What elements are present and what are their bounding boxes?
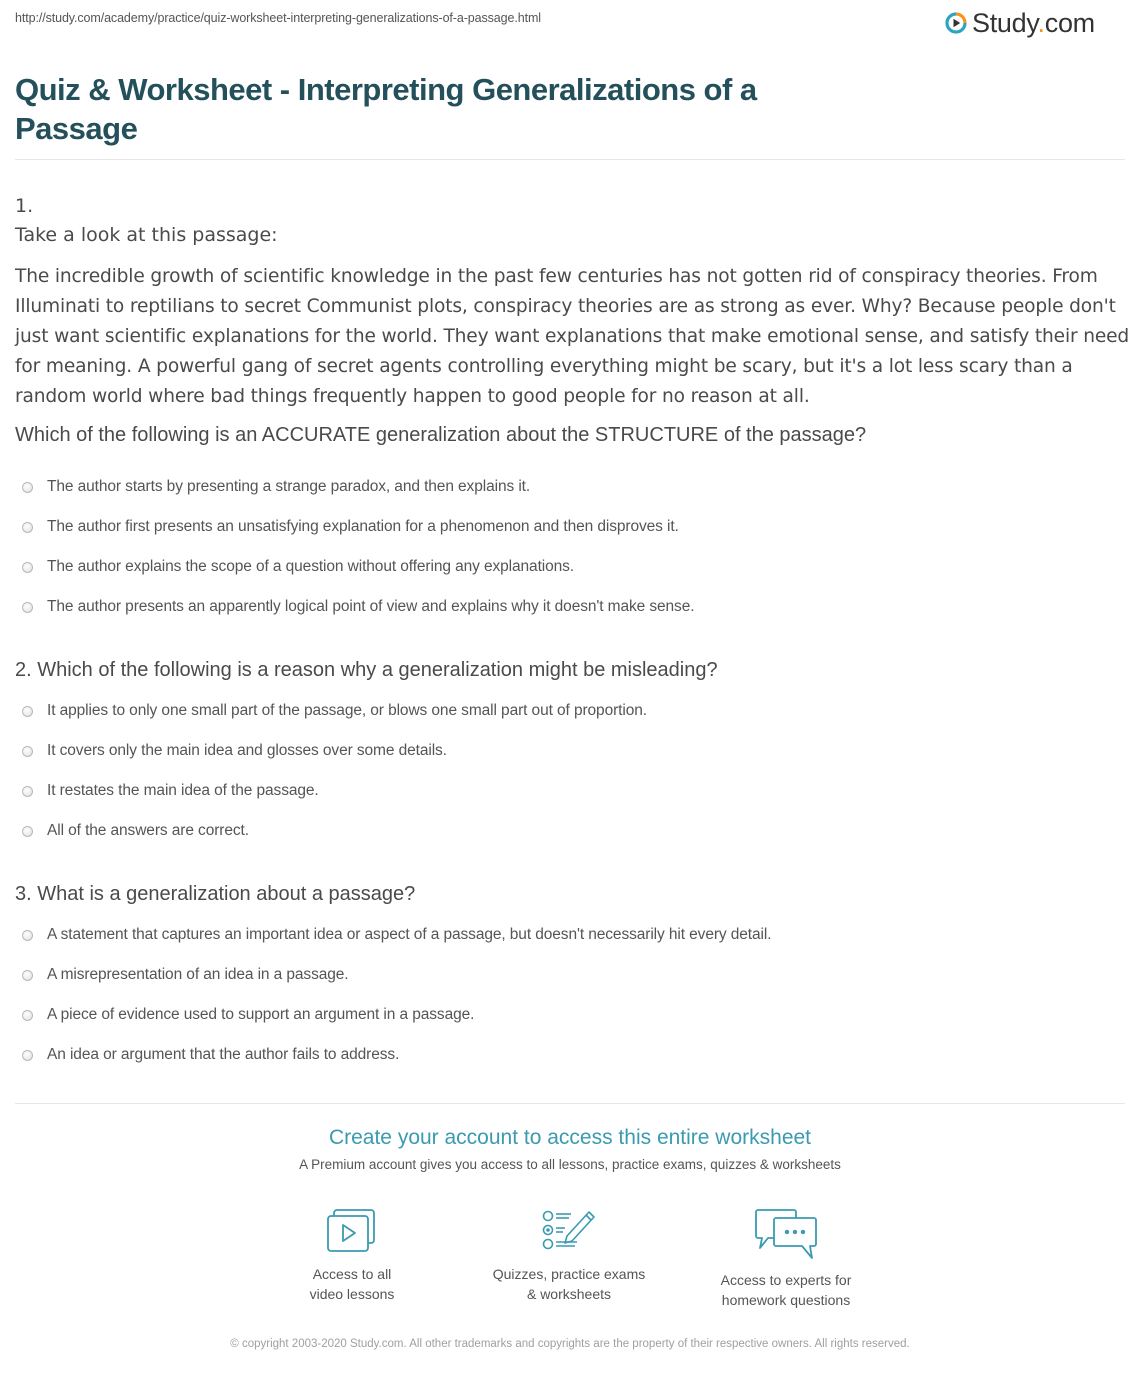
question-1-prompt: Which of the following is an ACCURATE generalization about the STRUCTURE of the passage? xyxy=(15,424,867,446)
option-label: The author first presents an unsatisfying explanation for a phenomenon and then disproves it. xyxy=(47,518,679,535)
question-2-heading: 2. Which of the following is a reason why a generalization might be misleading? xyxy=(15,659,718,681)
radio-button[interactable] xyxy=(22,602,33,613)
answer-option[interactable] xyxy=(22,771,647,811)
logo-text: Study.com xyxy=(972,8,1095,38)
option-label: It restates the main idea of the passage. xyxy=(47,782,319,799)
question-3-heading: 3. What is a generalization about a passage? xyxy=(15,883,416,905)
option-label: It covers only the main idea and glosses over some details. xyxy=(47,742,447,759)
feature-quizzes xyxy=(469,1208,669,1304)
question-3-options xyxy=(22,915,771,1075)
answer-option[interactable] xyxy=(22,995,771,1035)
video-lessons-icon xyxy=(326,1208,378,1254)
answer-option[interactable] xyxy=(22,691,647,731)
radio-button[interactable] xyxy=(22,786,33,797)
cta-subtitle: A Premium account gives you access to all lessons, practice exams, quizzes & worksheets xyxy=(299,1157,841,1172)
question-1-number: 1. xyxy=(15,195,34,217)
option-label: A statement that captures an important idea or aspect of a passage, but doesn't necessarily hit every detail. xyxy=(47,926,772,943)
radio-button[interactable] xyxy=(22,930,33,941)
radio-button[interactable] xyxy=(22,746,33,757)
option-label: The author starts by presenting a strange paradox, and then explains it. xyxy=(47,478,531,495)
feature-label: Access to all video lessons xyxy=(309,1266,395,1302)
answer-option[interactable] xyxy=(22,955,771,995)
chat-bubbles-icon xyxy=(754,1208,818,1260)
radio-button[interactable] xyxy=(22,970,33,981)
answer-option[interactable] xyxy=(22,915,771,955)
answer-option[interactable] xyxy=(22,587,694,627)
feature-label: Quizzes, practice exams & worksheets xyxy=(492,1266,646,1302)
study-logo[interactable] xyxy=(945,8,1095,38)
radio-button[interactable] xyxy=(22,482,33,493)
option-label: The author explains the scope of a question without offering any explanations. xyxy=(47,558,575,575)
option-label: All of the answers are correct. xyxy=(47,822,249,839)
play-ring-icon xyxy=(945,12,967,34)
answer-option[interactable] xyxy=(22,811,647,851)
answer-option[interactable] xyxy=(22,731,647,771)
option-label: A piece of evidence used to support an argument in a passage. xyxy=(47,1006,475,1023)
question-1-options xyxy=(22,467,694,627)
question-1-passage: The incredible growth of scientific knowledge in the past few centuries has not gotten rid of conspiracy theories. From Illuminati to reptilians to secret Communist plots, conspiracy theories are as strong as ever. Why? Because people don't just want scientific explanations for the world. They want explanations that make emotional sense, and satisfy their need for meaning. A powerful gang of secret agents controlling everything might be scary, but it's a lot less scary than a random world where bad things frequently happen to good people for no reason at all. xyxy=(15,266,1130,407)
option-label: A misrepresentation of an idea in a passage. xyxy=(47,966,349,983)
radio-button[interactable] xyxy=(22,826,33,837)
question-2-options xyxy=(22,691,647,851)
answer-option[interactable] xyxy=(22,467,694,507)
feature-video-lessons xyxy=(252,1208,452,1304)
quiz-checklist-icon xyxy=(541,1208,597,1254)
radio-button[interactable] xyxy=(22,522,33,533)
radio-button[interactable] xyxy=(22,1050,33,1061)
feature-experts xyxy=(686,1208,886,1310)
answer-option[interactable] xyxy=(22,547,694,587)
answer-option[interactable] xyxy=(22,1035,771,1075)
feature-label: Access to experts for homework questions xyxy=(720,1272,852,1308)
page-title: Quiz & Worksheet - Interpreting Generalizations of a Passage xyxy=(15,72,757,146)
option-label: It applies to only one small part of the passage, or blows one small part out of proportion. xyxy=(47,702,647,719)
cta-title[interactable]: Create your account to access this entire worksheet xyxy=(328,1126,812,1149)
radio-button[interactable] xyxy=(22,706,33,717)
radio-button[interactable] xyxy=(22,1010,33,1021)
option-label: An idea or argument that the author fails to address. xyxy=(47,1046,400,1063)
page-url: http://study.com/academy/practice/quiz-worksheet-interpreting-generalizations-of-a-passage.html xyxy=(15,11,541,25)
title-divider xyxy=(15,159,1125,160)
answer-option[interactable] xyxy=(22,507,694,547)
copyright-notice: © copyright 2003-2020 Study.com. All other trademarks and copyrights are the property of their respective owners. All rights reserved. xyxy=(230,1338,910,1350)
option-label: The author presents an apparently logical point of view and explains why it doesn't make sense. xyxy=(47,598,695,615)
question-1-intro: Take a look at this passage: xyxy=(15,224,278,246)
section-divider xyxy=(15,1103,1125,1104)
radio-button[interactable] xyxy=(22,562,33,573)
